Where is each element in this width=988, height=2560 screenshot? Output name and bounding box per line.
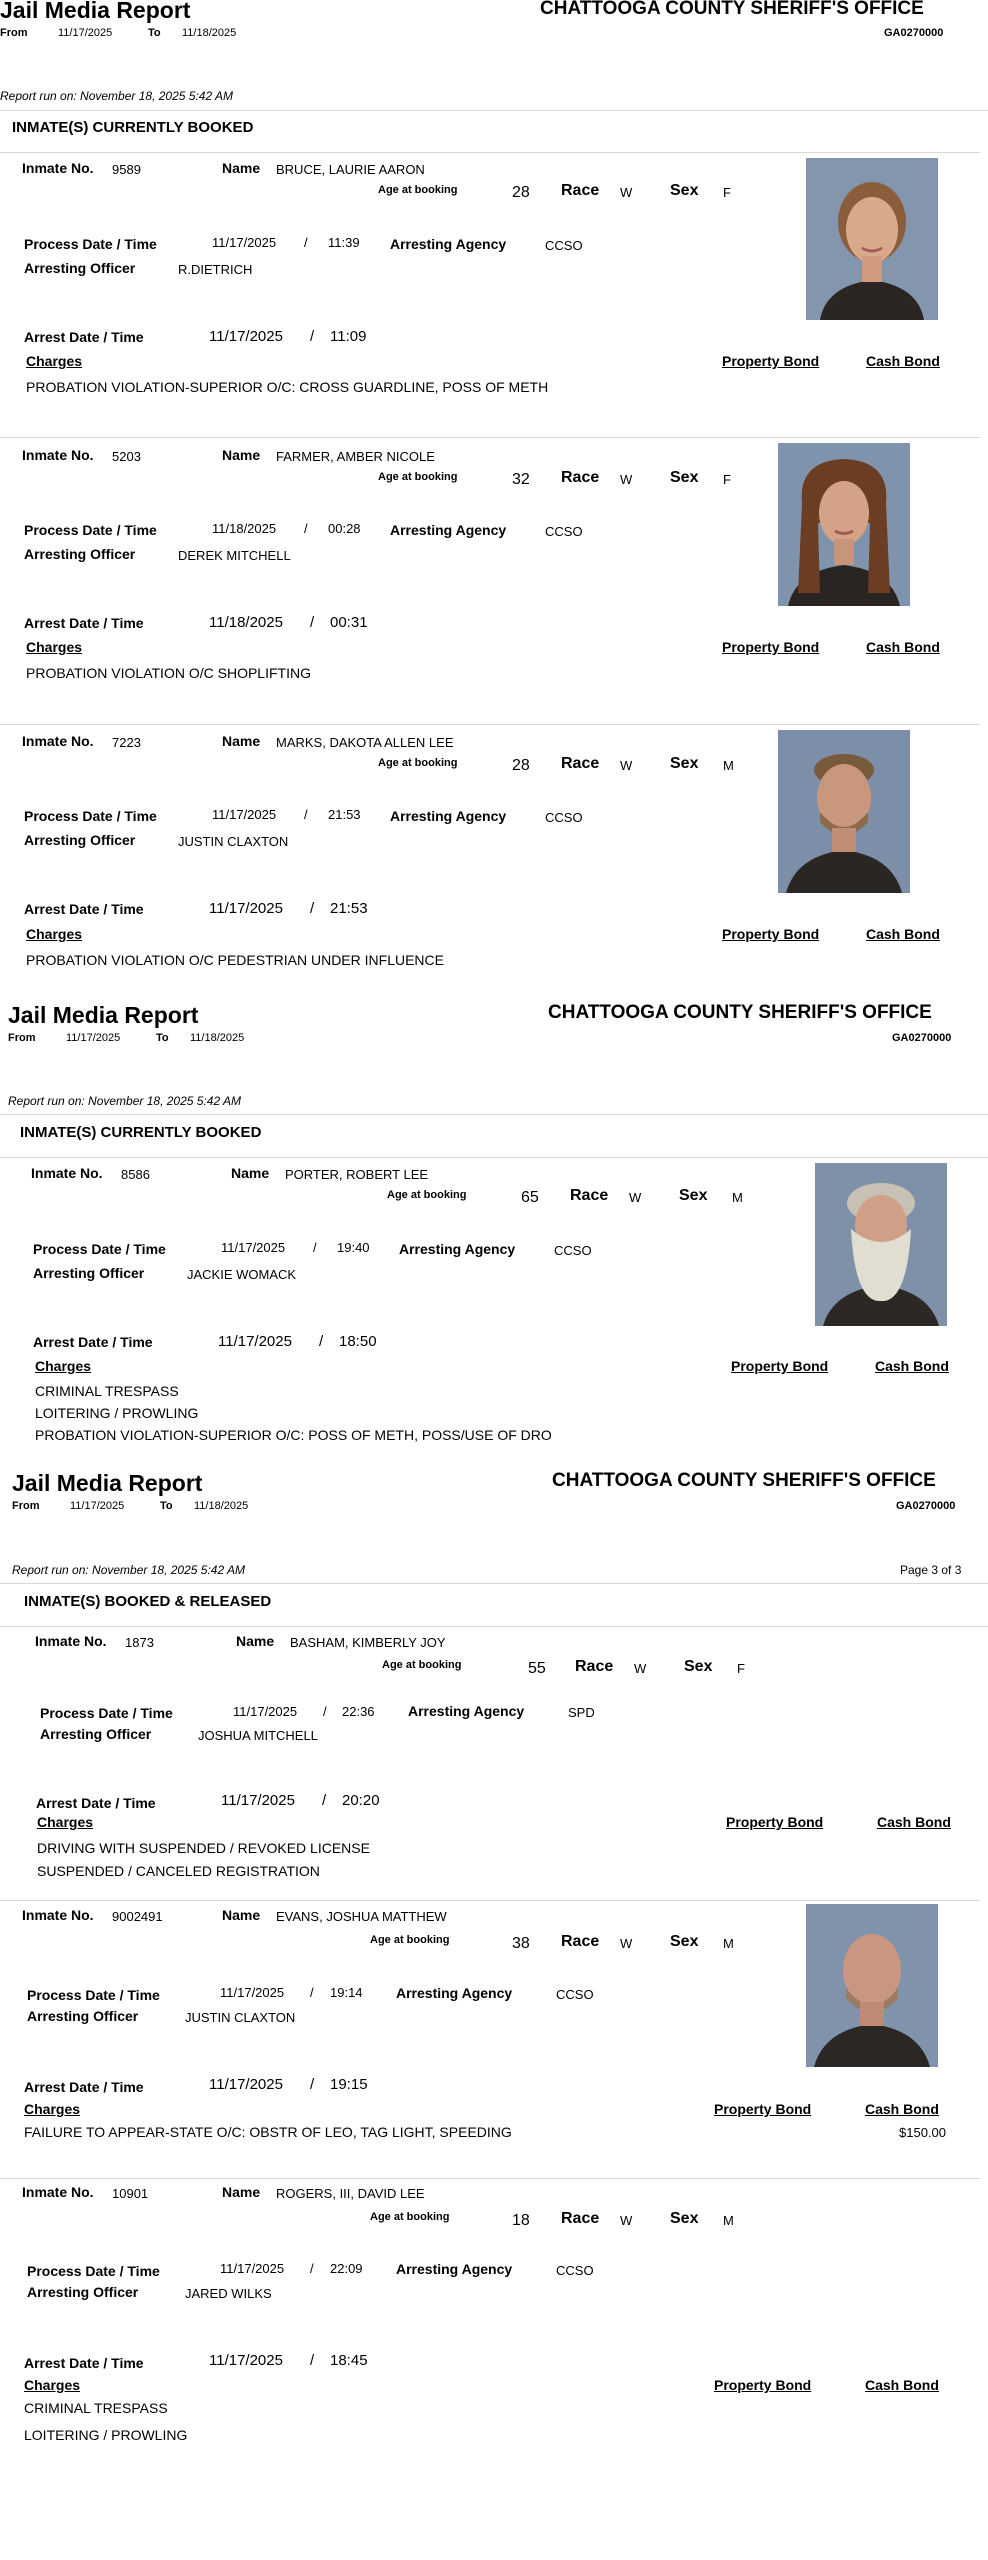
arresting-agency-label: Arresting Agency — [408, 1703, 525, 1719]
age-label: Age at booking — [378, 184, 458, 196]
sex-label: Sex — [670, 1933, 699, 1950]
arresting-agency: SPD — [568, 1705, 595, 1720]
age: 55 — [528, 1660, 546, 1677]
charge-line: SUSPENDED / CANCELED REGISTRATION — [37, 1863, 320, 1879]
agency-ori: GA0270000 — [884, 27, 944, 39]
age-label: Age at booking — [378, 757, 458, 769]
section-currently-booked: INMATE(S) CURRENTLY BOOKED — [12, 119, 254, 136]
sex-label: Sex — [670, 182, 699, 199]
sex: M — [723, 2213, 734, 2228]
name-label: Name — [222, 160, 261, 176]
arresting-agency: CCSO — [545, 524, 583, 539]
age-label: Age at booking — [387, 1189, 467, 1201]
charge-line: LOITERING / PROWLING — [35, 1405, 199, 1421]
charge-line: DRIVING WITH SUSPENDED / REVOKED LICENSE — [37, 1840, 370, 1856]
cash-bond-label: Cash Bond — [865, 2101, 939, 2117]
cash-bond-label: Cash Bond — [866, 926, 940, 942]
inmate-no-label: Inmate No. — [22, 160, 94, 176]
charges-label: Charges — [24, 2377, 81, 2393]
from-label: From — [0, 27, 28, 39]
report-run-on: Report run on: November 18, 2025 5:42 AM — [0, 89, 234, 103]
arresting-agency: CCSO — [545, 810, 583, 825]
process-time: 11:39 — [328, 235, 360, 250]
inmate-no: 10901 — [112, 2186, 149, 2201]
arrest-time: 00:31 — [330, 614, 368, 631]
age: 65 — [521, 1189, 539, 1206]
property-bond-label: Property Bond — [731, 1358, 829, 1374]
name-label: Name — [222, 1907, 261, 1923]
arresting-officer-label: Arresting Officer — [24, 260, 136, 276]
arrest-date: 11/17/2025 — [209, 328, 283, 345]
arrest-date: 11/17/2025 — [209, 2352, 283, 2369]
arrest-label: Arrest Date / Time — [24, 2355, 144, 2371]
arresting-officer-label: Arresting Officer — [27, 2284, 139, 2300]
charges-label: Charges — [26, 639, 83, 655]
arresting-officer-label: Arresting Officer — [33, 1265, 145, 1281]
report-title: Jail Media Report — [0, 0, 191, 23]
inmate-no-label: Inmate No. — [31, 1165, 103, 1181]
process-time: 21:53 — [328, 807, 361, 822]
section-currently-booked: INMATE(S) CURRENTLY BOOKED — [20, 1124, 262, 1141]
inmate-no: 5203 — [112, 449, 141, 464]
agency-ori: GA0270000 — [892, 1032, 952, 1044]
page-number: Page 3 of 3 — [900, 1563, 962, 1577]
race: W — [620, 1936, 633, 1951]
mugshot-male-icon — [778, 730, 910, 893]
property-bond-label: Property Bond — [714, 2101, 812, 2117]
arrest-date: 11/17/2025 — [221, 1792, 295, 1809]
arrest-date: 11/18/2025 — [209, 614, 283, 631]
inmate-no-label: Inmate No. — [22, 2184, 94, 2200]
race: W — [620, 185, 633, 200]
name-label: Name — [231, 1165, 270, 1181]
arresting-officer: DEREK MITCHELL — [178, 548, 291, 563]
property-bond-label: Property Bond — [714, 2377, 812, 2393]
sex-label: Sex — [679, 1187, 708, 1204]
arresting-officer: R.DIETRICH — [178, 262, 253, 277]
process-date: 11/17/2025 — [221, 1240, 286, 1255]
mugshot-photo — [815, 1163, 947, 1326]
arresting-agency: CCSO — [556, 2263, 594, 2278]
sex: F — [723, 185, 731, 200]
process-date: 11/17/2025 — [220, 1985, 285, 2000]
age: 18 — [512, 2212, 530, 2229]
cash-bond-label: Cash Bond — [866, 639, 940, 655]
arresting-agency-label: Arresting Agency — [390, 808, 507, 824]
age: 38 — [512, 1935, 530, 1952]
process-time: 19:14 — [330, 1985, 363, 2000]
mugshot-photo — [806, 158, 938, 320]
from-label: From — [8, 1032, 36, 1044]
race: W — [620, 472, 633, 487]
cash-bond-label: Cash Bond — [877, 1814, 951, 1830]
property-bond-label: Property Bond — [722, 353, 820, 369]
race-label: Race — [561, 755, 600, 772]
cash-bond-label: Cash Bond — [866, 353, 940, 369]
name-label: Name — [222, 733, 261, 749]
process-label: Process Date / Time — [33, 1241, 166, 1257]
to-date: 11/18/2025 — [182, 27, 237, 39]
inmate-no-label: Inmate No. — [35, 1633, 107, 1649]
arrest-date: 11/17/2025 — [209, 2076, 283, 2093]
process-date: 11/17/2025 — [220, 2261, 285, 2276]
process-time: 19:40 — [337, 1240, 370, 1255]
process-label: Process Date / Time — [27, 1987, 160, 2003]
process-date: 11/17/2025 — [212, 235, 277, 250]
race-label: Race — [570, 1187, 609, 1204]
race: W — [620, 2213, 633, 2228]
sex: F — [723, 472, 731, 487]
age-label: Age at booking — [370, 2211, 450, 2223]
mugshot-male-icon — [806, 1904, 938, 2067]
arrest-label: Arrest Date / Time — [33, 1334, 153, 1350]
race-label: Race — [561, 182, 600, 199]
arrest-time: 11:09 — [330, 328, 367, 345]
charge-line: PROBATION VIOLATION-SUPERIOR O/C: CROSS GUARDLINE, POSS OF METH — [26, 379, 549, 395]
race-label: Race — [561, 1933, 600, 1950]
process-label: Process Date / Time — [40, 1705, 173, 1721]
arresting-officer: JUSTIN CLAXTON — [185, 2010, 296, 2025]
charge-line: LOITERING / PROWLING — [24, 2427, 188, 2443]
report-title: Jail Media Report — [12, 1470, 203, 1496]
cash-bond-amount: $150.00 — [899, 2125, 946, 2140]
from-date: 11/17/2025 — [58, 27, 113, 39]
arrest-label: Arrest Date / Time — [24, 329, 144, 345]
name-label: Name — [222, 447, 261, 463]
inmate-no: 7223 — [112, 735, 141, 750]
race: W — [629, 1190, 642, 1205]
arrest-time: 21:53 — [330, 900, 368, 917]
charge-line: PROBATION VIOLATION O/C PEDESTRIAN UNDER INFLUENCE — [26, 952, 444, 968]
arrest-time: 18:50 — [339, 1333, 377, 1350]
arresting-officer-label: Arresting Officer — [27, 2008, 139, 2024]
race: W — [620, 758, 633, 773]
race-label: Race — [575, 1658, 614, 1675]
inmate-no-label: Inmate No. — [22, 447, 94, 463]
cash-bond-label: Cash Bond — [865, 2377, 939, 2393]
age: 28 — [512, 184, 530, 201]
to-label: To — [156, 1032, 169, 1044]
mugshot-female-icon — [778, 443, 910, 606]
arrest-label: Arrest Date / Time — [24, 901, 144, 917]
arrest-time: 18:45 — [330, 2352, 368, 2369]
report-title: Jail Media Report — [8, 1002, 199, 1028]
arresting-officer-label: Arresting Officer — [40, 1726, 152, 1742]
from-label: From — [12, 1500, 40, 1512]
to-date: 11/18/2025 — [194, 1500, 249, 1512]
name-label: Name — [236, 1633, 275, 1649]
charge-line: FAILURE TO APPEAR-STATE O/C: OBSTR OF LEO, TAG LIGHT, SPEEDING — [24, 2124, 512, 2140]
sex-label: Sex — [670, 2210, 699, 2227]
sex-label: Sex — [670, 469, 699, 486]
inmate-name: BRUCE, LAURIE AARON — [276, 162, 425, 177]
mugshot-photo — [806, 1904, 938, 2067]
arresting-agency-label: Arresting Agency — [396, 2261, 513, 2277]
inmate-no-label: Inmate No. — [22, 1907, 94, 1923]
arresting-officer-label: Arresting Officer — [24, 546, 136, 562]
age-label: Age at booking — [382, 1659, 462, 1671]
to-label: To — [160, 1500, 173, 1512]
charges-label: Charges — [24, 2101, 81, 2117]
arrest-date: 11/17/2025 — [209, 900, 283, 917]
arrest-label: Arrest Date / Time — [36, 1795, 156, 1811]
race: W — [634, 1661, 647, 1676]
arresting-officer: JOSHUA MITCHELL — [198, 1728, 318, 1743]
section-booked-released: INMATE(S) BOOKED & RELEASED — [24, 1593, 272, 1610]
agency-name: CHATTOOGA COUNTY SHERIFF'S OFFICE — [540, 0, 924, 19]
inmate-no: 9589 — [112, 162, 141, 177]
report-run-on: Report run on: November 18, 2025 5:42 AM — [12, 1563, 246, 1577]
process-label: Process Date / Time — [24, 808, 157, 824]
inmate-name: FARMER, AMBER NICOLE — [276, 449, 435, 464]
name-label: Name — [222, 2184, 261, 2200]
process-time: 00:28 — [328, 521, 361, 536]
from-date: 11/17/2025 — [70, 1500, 125, 1512]
cash-bond-label: Cash Bond — [875, 1358, 949, 1374]
race-label: Race — [561, 469, 600, 486]
arresting-agency: CCSO — [556, 1987, 594, 2002]
inmate-name: ROGERS, III, DAVID LEE — [276, 2186, 425, 2201]
sex: M — [723, 758, 734, 773]
arresting-agency-label: Arresting Agency — [396, 1985, 513, 2001]
sex: M — [732, 1190, 743, 1205]
age: 32 — [512, 471, 530, 488]
mugshot-female-icon — [806, 158, 938, 320]
age: 28 — [512, 757, 530, 774]
process-date: 11/17/2025 — [233, 1704, 298, 1719]
process-date: 11/18/2025 — [212, 521, 277, 536]
mugshot-photo — [778, 730, 910, 893]
mugshot-photo — [778, 443, 910, 606]
process-label: Process Date / Time — [27, 2263, 160, 2279]
arrest-time: 19:15 — [330, 2076, 368, 2093]
arresting-agency-label: Arresting Agency — [390, 522, 507, 538]
sex: M — [723, 1936, 734, 1951]
sex-label: Sex — [670, 755, 699, 772]
agency-name: CHATTOOGA COUNTY SHERIFF'S OFFICE — [552, 1470, 936, 1491]
arresting-officer: JACKIE WOMACK — [187, 1267, 297, 1282]
charge-line: PROBATION VIOLATION O/C SHOPLIFTING — [26, 665, 311, 681]
charges-label: Charges — [35, 1358, 92, 1374]
charge-line: CRIMINAL TRESPASS — [35, 1383, 179, 1399]
from-date: 11/17/2025 — [66, 1032, 121, 1044]
charges-label: Charges — [26, 353, 83, 369]
process-date: 11/17/2025 — [212, 807, 277, 822]
arrest-time: 20:20 — [342, 1792, 380, 1809]
to-date: 11/18/2025 — [190, 1032, 245, 1044]
arrest-label: Arrest Date / Time — [24, 2079, 144, 2095]
report-run-on: Report run on: November 18, 2025 5:42 AM — [8, 1094, 242, 1108]
arresting-agency-label: Arresting Agency — [390, 236, 507, 252]
agency-ori: GA0270000 — [896, 1500, 956, 1512]
inmate-name: EVANS, JOSHUA MATTHEW — [276, 1909, 447, 1924]
to-label: To — [148, 27, 161, 39]
arresting-officer: JUSTIN CLAXTON — [178, 834, 289, 849]
race-label: Race — [561, 2210, 600, 2227]
process-time: 22:09 — [330, 2261, 363, 2276]
inmate-no: 9002491 — [112, 1909, 163, 1924]
property-bond-label: Property Bond — [722, 639, 820, 655]
mugshot-bearded-male-icon — [815, 1163, 947, 1326]
charge-line: CRIMINAL TRESPASS — [24, 2400, 168, 2416]
age-label: Age at booking — [370, 1934, 450, 1946]
charge-line: PROBATION VIOLATION-SUPERIOR O/C: POSS OF METH, POSS/USE OF DRO — [35, 1427, 552, 1443]
arresting-officer: JARED WILKS — [185, 2286, 272, 2301]
arresting-agency-label: Arresting Agency — [399, 1241, 516, 1257]
inmate-name: MARKS, DAKOTA ALLEN LEE — [276, 735, 454, 750]
inmate-name: BASHAM, KIMBERLY JOY — [290, 1635, 446, 1650]
process-time: 22:36 — [342, 1704, 375, 1719]
inmate-name: PORTER, ROBERT LEE — [285, 1167, 429, 1182]
charges-label: Charges — [37, 1814, 94, 1830]
inmate-no-label: Inmate No. — [22, 733, 94, 749]
property-bond-label: Property Bond — [722, 926, 820, 942]
arresting-agency: CCSO — [554, 1243, 592, 1258]
age-label: Age at booking — [378, 471, 458, 483]
process-label: Process Date / Time — [24, 236, 157, 252]
sex: F — [737, 1661, 745, 1676]
arresting-officer-label: Arresting Officer — [24, 832, 136, 848]
arresting-agency: CCSO — [545, 238, 583, 253]
property-bond-label: Property Bond — [726, 1814, 824, 1830]
agency-name: CHATTOOGA COUNTY SHERIFF'S OFFICE — [548, 1002, 932, 1023]
charges-label: Charges — [26, 926, 83, 942]
process-label: Process Date / Time — [24, 522, 157, 538]
arrest-label: Arrest Date / Time — [24, 615, 144, 631]
inmate-no: 8586 — [121, 1167, 150, 1182]
sex-label: Sex — [684, 1658, 713, 1675]
arrest-date: 11/17/2025 — [218, 1333, 292, 1350]
inmate-no: 1873 — [125, 1635, 154, 1650]
